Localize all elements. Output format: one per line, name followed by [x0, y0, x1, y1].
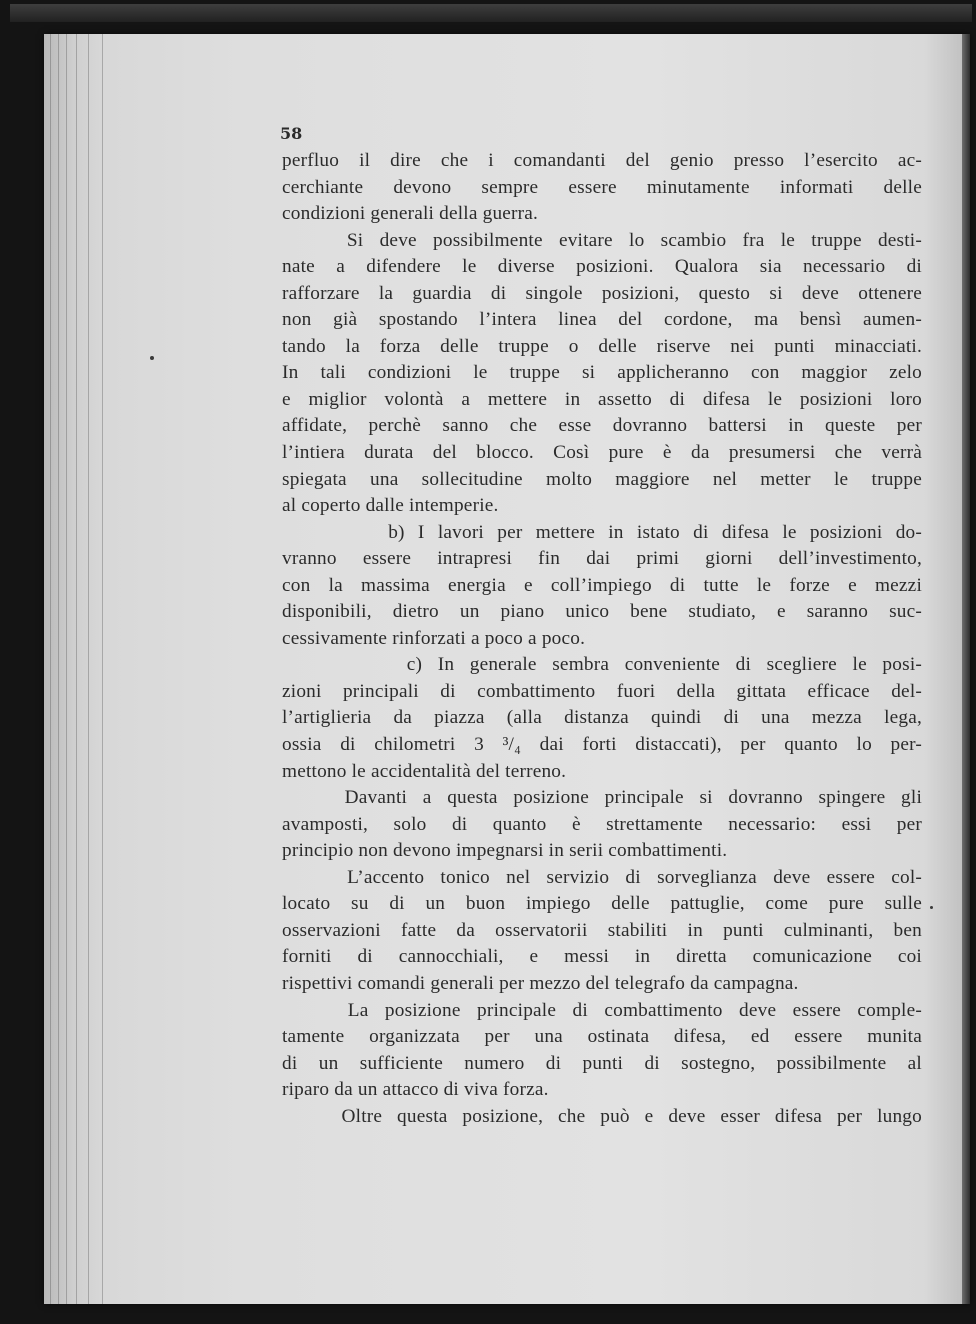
text-line: forniti di cannocchiali, e messi in diretta comunicazione coi	[282, 946, 922, 968]
text-line: affidate, perchè sanno che esse dovranno battersi in queste per	[282, 415, 922, 437]
text-line: c) In generale sembra conveniente di scegliere le posi-	[282, 654, 922, 676]
page-number: 58	[280, 124, 303, 143]
text-line: b) I lavori per mettere in istato di difesa le posizioni do-	[282, 521, 922, 543]
text-line: tando la forza delle truppe o delle riserve nei punti minacciati.	[282, 335, 922, 357]
book-spine-shadow	[962, 34, 970, 1304]
text-line: spiegata una sollecitudine molto maggiore nel metter le truppe	[282, 468, 922, 490]
page-stack-edge	[50, 34, 51, 1304]
text-line: riparo da un attacco di viva forza.	[282, 1079, 549, 1101]
text-line: e miglior volontà a mettere in assetto di difesa le posizioni loro	[282, 388, 922, 410]
ink-speck	[930, 906, 933, 909]
page-stack-edge	[66, 34, 67, 1304]
text-line: rispettivi comandi generali per mezzo del telegrafo da campagna.	[282, 972, 799, 994]
text-line: disponibili, dietro un piano unico bene studiato, e saranno suc-	[282, 601, 922, 623]
text-line: Si deve possibilmente evitare lo scambio fra le truppe desti-	[282, 229, 922, 251]
ink-speck	[150, 356, 154, 360]
text-line: cerchiante devono sempre essere minutamente informati delle	[282, 176, 922, 198]
text-line: perfluo il dire che i comandanti del genio presso l’esercito ac-	[282, 150, 922, 171]
text-line: osservazioni fatte da osservatorii stabiliti in punti culminanti, ben	[282, 919, 922, 941]
text-line: cessivamente rinforzati a poco a poco.	[282, 627, 586, 649]
text-line: avamposti, solo di quanto è strettamente necessario: essi per	[282, 813, 922, 835]
text-line: vranno essere intrapresi fin dai primi giorni dell’investimento,	[282, 548, 922, 570]
text-line: zioni principali di combattimento fuori della gittata efficace del-	[282, 680, 922, 702]
text-line: rafforzare la guardia di singole posizioni, questo si deve ottenere	[282, 282, 922, 304]
text-line: nate a difendere le diverse posizioni. Qualora sia necessario di	[282, 256, 922, 278]
text-line: non già spostando l’intera linea del cordone, ma bensì aumen-	[282, 309, 922, 331]
text-line: con la massima energia e coll’impiego di tutte le forze e mezzi	[282, 574, 922, 596]
text-line: Davanti a questa posizione principale si dovranno spingere gli	[282, 787, 922, 809]
page-stack-edge	[102, 34, 103, 1304]
page-stack-edge	[76, 34, 77, 1304]
page-stack-edge	[58, 34, 59, 1304]
text-line: condizioni generali della guerra.	[282, 203, 539, 225]
text-line: tamente organizzata per una ostinata difesa, ed essere munita	[282, 1026, 922, 1048]
text-line: al coperto dalle intemperie.	[282, 495, 499, 517]
text-line: principio non devono impegnarsi in serii combattimenti.	[282, 840, 728, 862]
text-line: Oltre questa posizione, che può e deve esser difesa per lungo	[282, 1105, 922, 1127]
text-line: La posizione principale di combattimento deve essere comple-	[282, 999, 922, 1021]
text-line: ossia di chilometri 3 ³/₄ dai forti distaccati), per quanto lo per-	[282, 734, 922, 756]
text-line: locato su di un buon impiego delle pattuglie, come pure sulle	[282, 893, 922, 915]
body-text	[282, 148, 922, 1130]
text-line: In tali condizioni le truppe si applicheranno con maggior zelo	[282, 362, 922, 384]
page-stack-edge	[88, 34, 89, 1304]
book-top-edge	[10, 4, 972, 22]
text-line: L’accento tonico nel servizio di sorveglianza deve essere col-	[282, 866, 922, 888]
text-line: l’intiera durata del blocco. Così pure è da presumersi che verrà	[282, 442, 922, 464]
text-line: mettono le accidentalità del terreno.	[282, 760, 567, 782]
text-line: l’artiglieria da piazza (alla distanza quindi di una mezza lega,	[282, 707, 922, 729]
text-line: di un sufficiente numero di punti di sostegno, possibilmente al	[282, 1052, 922, 1074]
